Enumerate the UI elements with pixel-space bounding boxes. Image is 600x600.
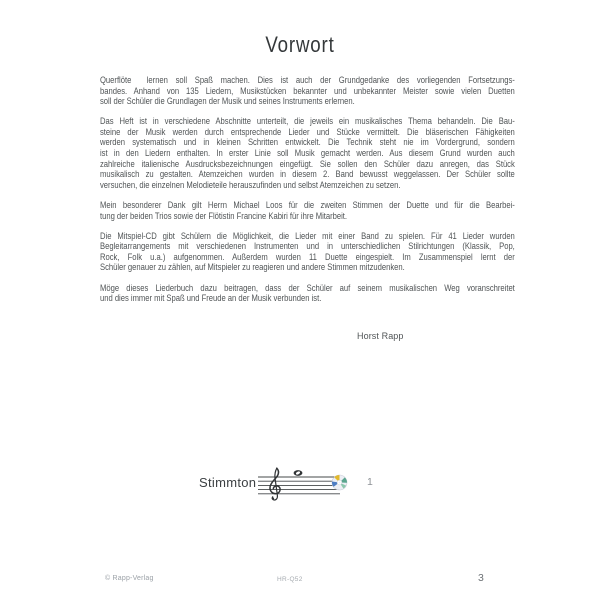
text-line: tung der beiden Trios sowie der Flötistin Francine Kabiri für ihre Mitarbeit. [100,210,348,221]
text-line: Die Mitspiel-CD gibt Schülern die Möglichkeit, die Lieder mit einer Band zu spielen. Für 41 Lieder wurden [100,230,515,241]
page-number: 3 [478,572,484,584]
text-line: Schüler genauer zu zählen, auf Mitspieler zu reagieren und andere Stimmen mitzudenken. [100,262,405,273]
whole-note-icon [294,470,303,476]
text-line: zahlreiche italienische Ausdrucksbezeichnungen eingefügt. Sie sollen den Schüler dazu anregen, das Stück [100,158,515,169]
text-line: Das Heft ist in verschiedene Abschnitte unterteilt, die jeweils ein musikalisches Thema behandeln. Die Bau- [100,116,515,127]
text-line: soll der Schüler die Grundlagen der Musik und seines Instruments erlernen. [100,96,355,107]
paragraph [100,116,515,190]
text-line: Mein besonderer Dank gilt Herrn Michael Loos für die zweiten Stimmen der Duette und für die Bearbei- [100,199,515,210]
paragraph [100,200,515,221]
text-line: steine der Musik werden durch entsprechende Lieder und Stücke vermittelt. Die bläserischen Fähigkeiten [100,126,515,137]
text-line: Querflöte lernen soll Spaß machen. Dies ist auch der Grundgedanke des vorliegenden Fortsetzungs- [100,75,515,85]
text-line: Möge dieses Liederbuch dazu beitragen, dass der Schüler auf seinem musikalischen Weg voranschreitet [100,282,515,293]
paragraph [100,283,515,304]
copyright-text: © Rapp-Verlag [105,575,154,582]
paragraph [100,75,515,107]
paragraph [100,231,515,273]
cd-track-number: 1 [367,476,373,488]
text-line: und dies immer mit Spaß und Freude an der Musik verbunden ist. [100,293,322,304]
treble-clef-icon [270,468,280,500]
preface-body [100,75,515,313]
text-line: musikalisch zu gestalten. Atemzeichen wurden in diesem 2. Band bewusst weggelassen. Der Schüler sollte [100,169,515,180]
text-line: Rock, Folk u.a.) aufgenommen. Außerdem wurden 11 Duette eingespielt. Im Zusammenspiel lernt der [100,251,515,262]
stimmton-label: Stimmton [199,475,257,490]
text-line: bandes. Anhand von 135 Liedern, Musikstücken bekannter und unbekannter Meister sowie vielen Duetten [100,85,515,96]
text-line: Begleitarrangements mit verschiedenen Instrumenten und in unterschiedlichen Stilrichtungen (Klassik, Pop, [100,241,515,252]
author-signature: Horst Rapp [357,331,404,341]
text-line: versuchen, die einzelnen Melodieteile herauszufinden und selbst Atemzeichen zu setzen. [100,179,401,190]
text-line: werden systematisch und in kleinen Schritten entwickelt. Die Technik steht nie im Vordergrund, sondern [100,137,515,148]
text-line: ist in den Liedern enthalten. In erster Linie soll Musik gemacht werden. Aus diesem Grund wurden auch [100,148,515,159]
cd-icon [331,474,348,491]
catalog-number: HR-Q52 [277,575,303,583]
page-title: Vorwort [265,32,335,57]
